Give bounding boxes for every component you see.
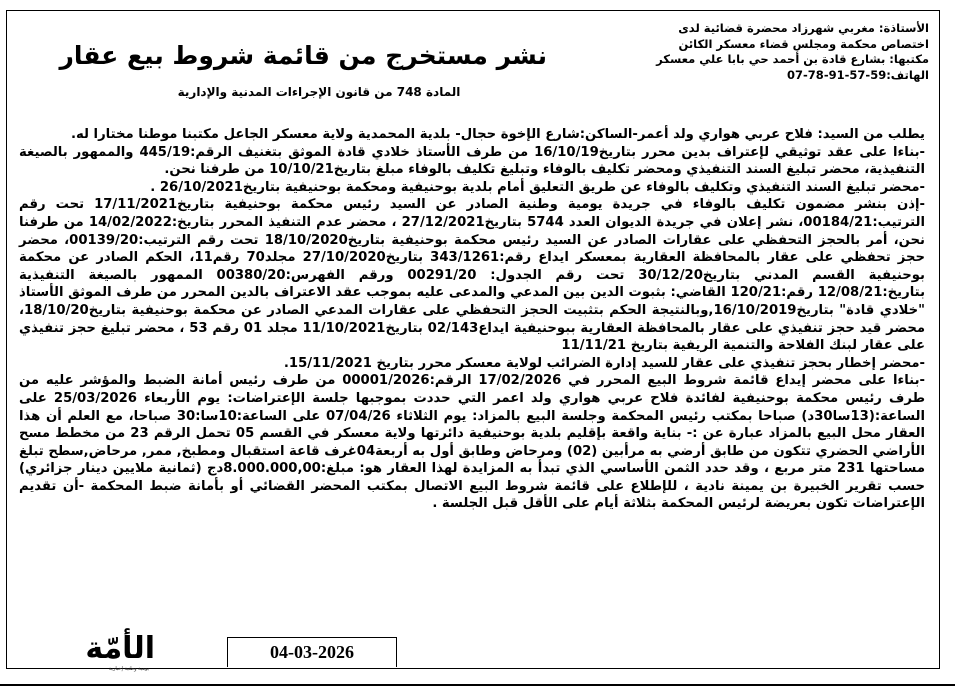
page-bottom-rule bbox=[0, 684, 955, 686]
body-paragraph: -بناءا على محضر إيداع قائمة شروط البيع المحرر في 17/02/2026 الرقم:00001/2026 من طرف رئيس أمانة الضبط والمؤشر عليه من طرف رئيس محكمة بوحنيفية لفائدة فلاح عربي هواري ولد اعمر التي حددت بموجبها جلسة الإعتراضات: يوم الأربعاء 25/03/2026 على الساعة:(13سا30د) صباحا بمكتب رئيس المحكمة وجلسة البيع بالمزاد: يوم الثلاثاء 07/04/26 على الساعة:10سا:30 صباحا، مع العلم أن هذا العقار محل البيع بالمزاد عبارة عن :- بناية واقعة بإقليم بلدية بوحنيفية دائرتها ولاية معسكر في القسم 05 تحمل الرقم 23 من مخطط مسح الأراضي الحضري تتكون من طابق أرضي به مرأبين (02) ومرحاض وطابق أول به أربعة04غرف قاعة استقبال ومطبخ, ممر, مرحاض,سطح تبلغ مساحتها 231 متر مربع ، وقد حدد الثمن الأساسي الذي تبدأ به المزايدة لهذا العقار هو: مبلغ:8.000.000,00دج (ثمانية ملايين دينار جزائري) حسب تقرير الخبيرة بن يمينة نادية ، للإطلاع على قائمة شروط البيع الاتصال بمكتب المحضر القضائي أو بأمانة ضبط المحكمة -أن تقديم الإعتراضات تكون بعريضة لرئيس المحكمة بثلاثة أيام على الأقل قبل الجلسة . bbox=[19, 373, 926, 512]
announcement-title: نشر مستخرج من قائمة شروط بيع عقار bbox=[59, 41, 547, 70]
newspaper-logo-tagline: يومية وطنية إخبارية bbox=[108, 666, 149, 672]
body-paragraph: -إذن بنشر مضمون تكليف بالوفاء في جريدة يومية وطنية الصادر عن السيد رئيس محكمة بوحنيفية بتاريخ17/11/2021 تحت رقم الترتيب:00184/21، نشر إعلان في جريدة الديوان العدد 5744 بتاريخ27/12/2021 ، محضر عدم التنفيذ المحرر بتاريخ:14/02/2022 من طرفنا نحن، أمر بالحجز التحفظي على عقارات الصادر عن السيد رئيس محكمة بوحنيفية بتاريخ18/10/2020 تحت رقم الترتيب:00139/20، محضر حجز تحفظي على عقار بالمحافظة العقارية بمعسكر ايداع رقم:343/1261 بتاريخ27/10/2020 مجلد70 رقم11، الحكم الصادر عن محكمة بوحنيفية القسم المدني بتاريخ30/12/20 تحت رقم الجدول: 00291/20 ورقم الفهرس:00380/20 الممهور بالصيغة التنفيذية بتاريخ:12/08/21 رقم:120/21 القاضي: بثبوت الدين بين المدعي والمدعى عليه بموجب عقد الاعتراف بالدين المحرر من طرف الموثق الأستاذ "خلادي قادة" بتاريخ16/10/2019,وبالنتيجة الحكم بتثبيت الحجز التحفظي على عقارات المدعي الصادر عن محكمة بوحنيفية بتاريخ18/10/20، محضر قيد حجز تنفيذي على عقار بالمحافظة العقارية ببوحنيفية ايداع02/143 بتاريخ11/10/2021 مجلد 01 رقم 53 ، محضر تبليغ حجز تنفيذي على عقار لبنك الفلاحة والتنمية الريفية بتاريخ 11/11/21 bbox=[19, 197, 926, 354]
body-paragraph: -محضر تبليغ السند التنفيذي وتكليف بالوفاء عن طريق التعليق أمام بلدية بوحنيفية ومحكمة بوحنيفية بتاريخ26/10/2021 . bbox=[150, 179, 925, 195]
publication-date: 04-03-2026 bbox=[227, 637, 397, 667]
body-paragraph: -محضر إخطار بحجز تنفيذي على عقار للسيد إدارة الضرائب لولاية معسكر محرر بتاريخ 15/11/2021. bbox=[283, 355, 925, 371]
bailiff-contact-block bbox=[599, 21, 929, 83]
bailiff-jurisdiction-line: اختصاص محكمة ومجلس قضاء معسكر الكائن bbox=[678, 36, 929, 51]
announcement-body bbox=[19, 126, 925, 513]
bailiff-name-line: الأستاذة: مغربي شهرزاد محضرة قضائية لدى bbox=[678, 21, 929, 35]
announcement-frame bbox=[6, 10, 940, 672]
legal-article-subtitle: المادة 748 من قانون الإجراءات المدنية والإدارية bbox=[177, 85, 461, 99]
newspaper-logo-text: الأمّة bbox=[85, 631, 155, 666]
newspaper-logo bbox=[31, 631, 155, 672]
body-paragraph: يطلب من السيد: فلاح عربي هواري ولد أعمر-الساكن:شارع الإخوة حجال- بلدية المحمدية ولاية معسكر الجاعل مكتبنا موطنا مختارا له. bbox=[71, 127, 925, 142]
bailiff-phone-line: الهاتف:59-57-91-78-07 bbox=[787, 67, 929, 82]
bailiff-office-address-line: مكتبها: بشارع قادة بن أحمد حي بابا علي معسكر bbox=[656, 52, 929, 66]
body-paragraph: -بناءا على عقد توثيقي لإعتراف بدين محرر بتاريخ16/10/19 من طرف الأستاذ خلادي قادة الموثق بتغنيف الرقم:445/19 والممهور بالصيغة التنفيذية، محضر تبليغ السند التنفيذي ومحضر تكليف بالوفاء وتبليغ تكليف بالوفاء مبلغ بتاريخ10/10/21 من طرفنا نحن. bbox=[19, 144, 925, 178]
